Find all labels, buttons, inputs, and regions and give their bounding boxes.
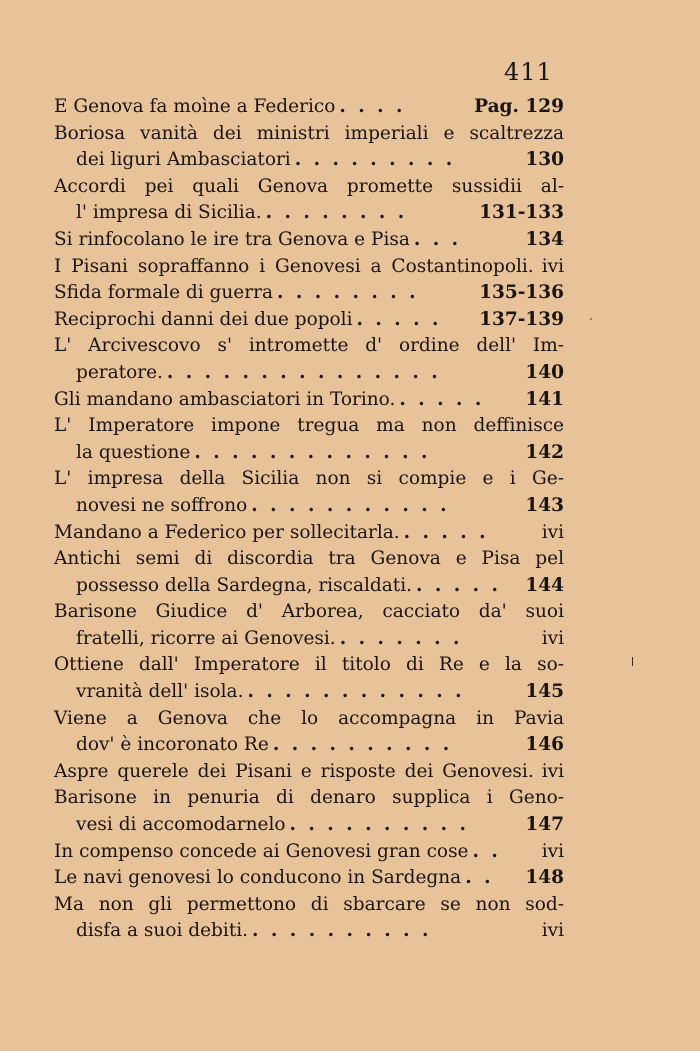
toc-entry xyxy=(54,732,564,759)
toc-entry-title: Sfida formale di guerra xyxy=(54,282,273,304)
margin-mark xyxy=(632,657,633,666)
toc-entry-page: 140 xyxy=(525,361,564,383)
toc-entry xyxy=(54,626,564,653)
toc-entry xyxy=(54,360,564,387)
toc-entry xyxy=(54,200,564,227)
toc-entry xyxy=(54,759,564,786)
toc-entry-title: dei liguri Ambasciatori xyxy=(76,149,291,171)
toc-entry-title: l' impresa di Sicilia. xyxy=(76,202,262,224)
toc-entry-leader: . . . . . . . . xyxy=(276,282,419,304)
toc-entry-page: 148 xyxy=(525,867,564,889)
toc-entry xyxy=(54,333,564,360)
toc-entry xyxy=(54,785,564,812)
toc-entry-title: Boriosa vanità dei ministri imperiali e scaltrezza xyxy=(54,122,564,144)
toc-entry-page: ivi xyxy=(541,840,564,862)
toc-entry-leader: . . . . . . . . . . xyxy=(289,814,469,836)
toc-entry-title: L' Arcivescovo s' intromette d' ordine dell' Im- xyxy=(54,335,564,357)
toc-entry-page: ivi xyxy=(541,255,564,277)
toc-entry-title: Gli mandano ambasciatori in Torino. xyxy=(54,388,396,410)
toc-entry xyxy=(54,839,564,866)
toc-entry-leader: . . . . . . . xyxy=(339,627,463,649)
toc-entry-title: vranità dell' isola. xyxy=(76,681,244,703)
toc-entry-page: 145 xyxy=(525,681,564,703)
toc-entry-page: 135-136 xyxy=(479,282,564,304)
toc-entry-page: 146 xyxy=(525,734,564,756)
toc-entry xyxy=(54,865,564,892)
toc-entry xyxy=(54,280,564,307)
toc-entry xyxy=(54,227,564,254)
toc-entry-page: 141 xyxy=(525,388,564,410)
toc-entry-page: 131-133 xyxy=(479,202,564,224)
toc-entry-title: Mandano a Federico per sollecitarla. xyxy=(54,521,400,543)
toc-entry-page: 130 xyxy=(525,149,564,171)
toc-entry-title: Si rinfocolano le ire tra Genova e Pisa xyxy=(54,228,410,250)
toc-entry xyxy=(54,307,564,334)
toc-entry-leader: . . . . . . . . . . . . . xyxy=(194,441,431,463)
toc-entry-leader: . . xyxy=(465,867,494,889)
toc-entry xyxy=(54,493,564,520)
toc-entry-page: 147 xyxy=(525,814,564,836)
toc-entry-leader: . . . . . xyxy=(403,521,489,543)
toc-entry xyxy=(54,440,564,467)
toc-entry-page: 143 xyxy=(525,494,564,516)
toc-entry-leader: . . . . . . . . . . . . . . . xyxy=(166,361,441,383)
toc-entry-leader: . . . . . . . . . . xyxy=(252,920,432,942)
toc-entry xyxy=(54,706,564,733)
toc-entry-page: 144 xyxy=(525,574,564,596)
toc-entry-title: dov' è incoronato Re xyxy=(76,734,269,756)
toc-entry xyxy=(54,652,564,679)
toc-entry xyxy=(54,892,564,919)
toc-entry xyxy=(54,599,564,626)
toc-entry xyxy=(54,520,564,547)
toc-entry-leader: . . . . . . . . xyxy=(265,202,408,224)
toc-entry-title: Le navi genovesi lo conducono in Sardegna xyxy=(54,867,462,889)
toc-entry-title: Viene a Genova che lo accompagna in Pavia xyxy=(54,707,564,729)
toc-entry-leader: . . . . . xyxy=(399,388,485,410)
toc-entry-title: Accordi pei quali Genova promette sussidii al- xyxy=(54,175,564,197)
toc-entry-title: Ottiene dall' Imperatore il titolo di Re e la so- xyxy=(54,654,564,676)
toc-entry-title: Barisone in penuria di denaro supplica i Geno- xyxy=(54,787,564,809)
paper-speck xyxy=(590,318,592,320)
toc-entry-page: ivi xyxy=(541,920,564,942)
toc-entry-page: 137-139 xyxy=(479,308,564,330)
toc-entry-title: In compenso concede ai Genovesi gran cose xyxy=(54,840,469,862)
toc-entry-page: Pag. 129 xyxy=(474,96,564,117)
toc-entry-title: novesi ne soffrono xyxy=(76,494,248,516)
toc-entry-leader: . . . . . . . . . . . . xyxy=(247,681,465,703)
toc-entry-title: fratelli, ricorre ai Genovesi. xyxy=(76,627,336,649)
toc-entry-title: E Genova fa moìne a Federico xyxy=(54,96,336,117)
toc-entry-leader: . . . xyxy=(413,228,462,250)
toc-entry xyxy=(54,466,564,493)
toc-entry xyxy=(54,147,564,174)
toc-entry-title: Reciprochi danni dei due popoli xyxy=(54,308,353,330)
toc-entry-title: vesi di accomodarnelo xyxy=(76,814,286,836)
toc-entry-leader: . . . . . . . . . . . xyxy=(251,494,450,516)
toc-entry-leader: . . . . . xyxy=(416,574,501,596)
toc-entry-title: Ma non gli permettono di sbarcare se non sod- xyxy=(54,893,564,915)
toc-entry xyxy=(54,94,564,121)
toc-entry-page: ivi xyxy=(541,760,564,782)
toc-entry-leader: . . . . . xyxy=(356,308,442,330)
toc-entry-page: ivi xyxy=(541,521,564,543)
toc-entry-page: 134 xyxy=(525,228,564,250)
page-number: 411 xyxy=(504,58,553,86)
toc-entry xyxy=(54,546,564,573)
table-of-contents xyxy=(54,94,564,945)
toc-entry-leader: . . . . . . . . . . xyxy=(272,734,453,756)
toc-entry xyxy=(54,121,564,148)
toc-entry xyxy=(54,679,564,706)
toc-entry-leader: . . xyxy=(472,840,501,862)
toc-entry-title: peratore. xyxy=(76,361,163,383)
toc-entry-page: 142 xyxy=(525,441,564,463)
toc-entry-title: la questione xyxy=(76,441,191,463)
toc-entry-title: L' Imperatore impone tregua ma non deffinisce xyxy=(54,415,564,437)
toc-entry-title: L' impresa della Sicilia non si compie e i Ge- xyxy=(54,468,564,490)
toc-entry-title: Antichi semi di discordia tra Genova e Pisa pel xyxy=(54,548,564,570)
toc-entry-title: disfa a suoi debiti. xyxy=(76,920,249,942)
toc-entry xyxy=(54,174,564,201)
toc-entry xyxy=(54,413,564,440)
toc-entry-page: ivi xyxy=(541,627,564,649)
toc-entry-title: Aspre querele dei Pisani e risposte dei Genovesi. xyxy=(54,760,534,782)
toc-entry xyxy=(54,254,564,281)
toc-entry-leader: . . . . . . . . . xyxy=(294,149,456,171)
toc-entry xyxy=(54,918,564,945)
toc-entry xyxy=(54,387,564,414)
toc-entry-title: Barisone Giudice d' Arborea, cacciato da' suoi xyxy=(54,601,564,623)
toc-entry-title: I Pisani sopraffanno i Genovesi a Costantinopoli. xyxy=(54,255,534,277)
toc-entry xyxy=(54,812,564,839)
toc-entry-leader: . . . . xyxy=(339,96,406,117)
toc-entry-title: possesso della Sardegna, riscaldati. xyxy=(76,574,413,596)
toc-entry xyxy=(54,573,564,600)
